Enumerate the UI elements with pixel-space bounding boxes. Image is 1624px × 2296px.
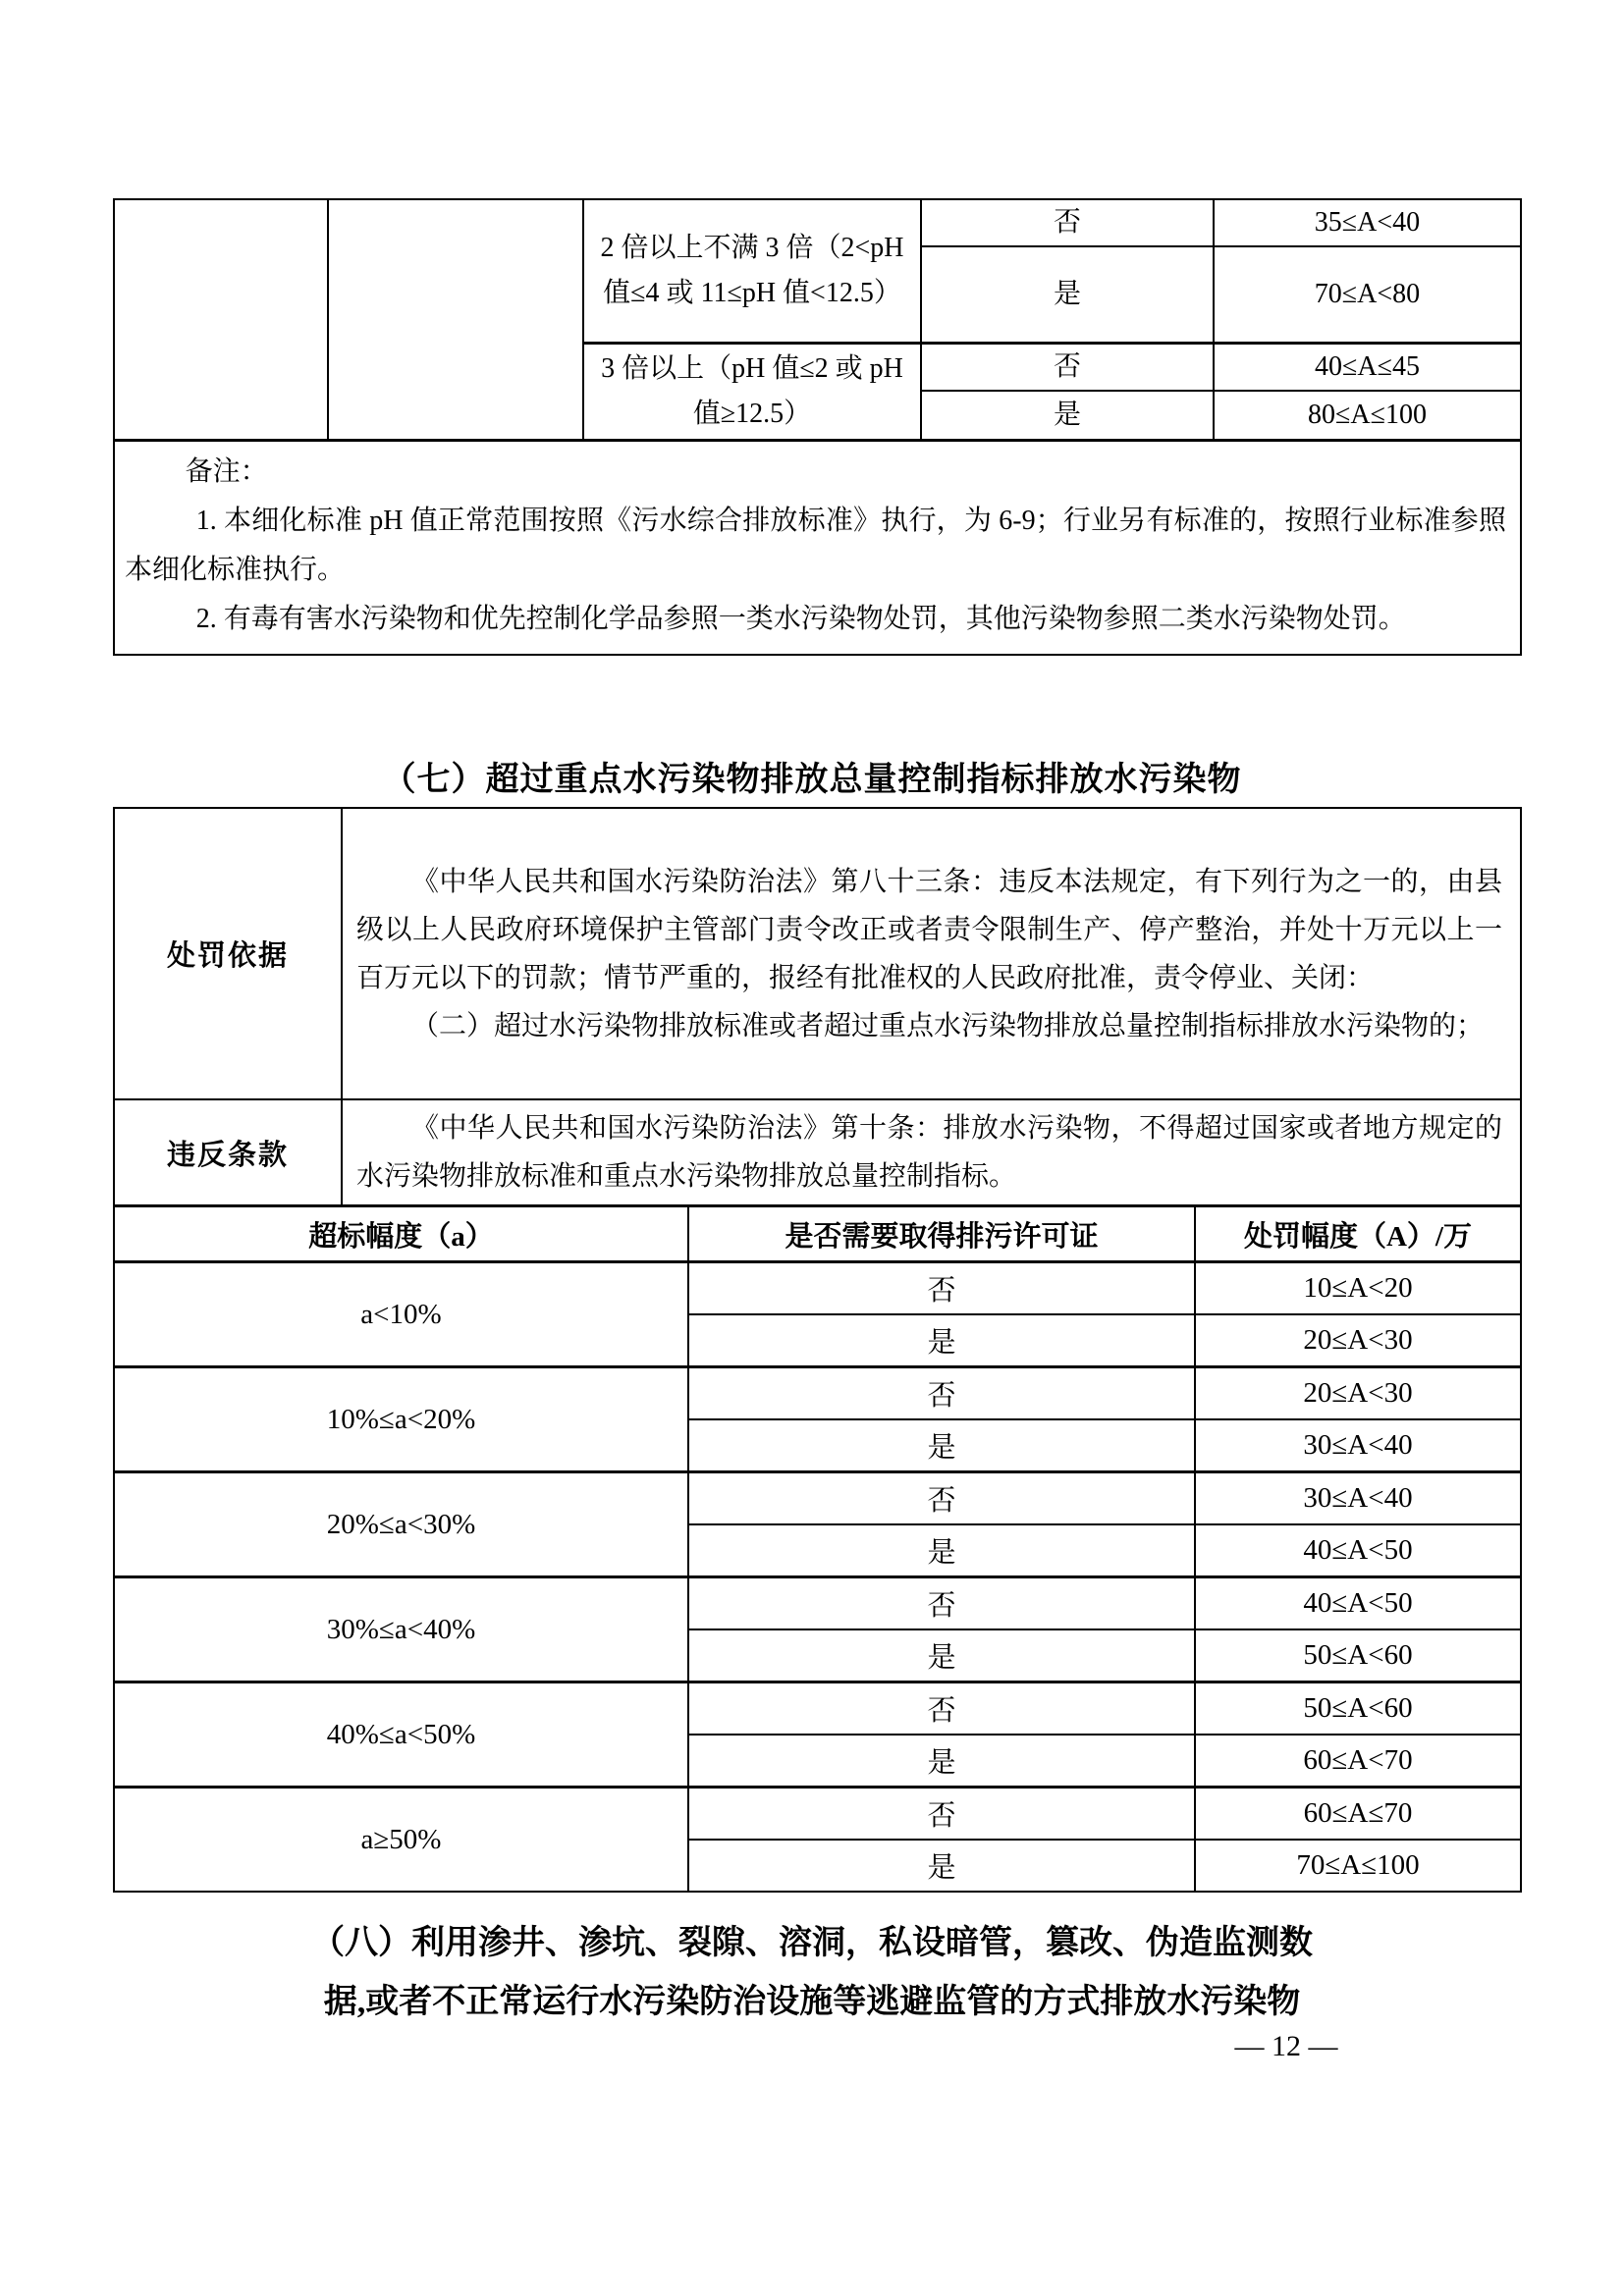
violation-label-cell: 违反条款 <box>114 1099 342 1205</box>
fine-range-cell: 35≤A<40 <box>1214 199 1521 246</box>
empty-cell <box>114 199 328 441</box>
page-number: — 12 — <box>1234 2030 1338 2062</box>
penalty-basis-table <box>113 807 1522 1206</box>
fine-range-cell: 40≤A≤45 <box>1214 343 1521 391</box>
empty-cell <box>328 199 583 441</box>
table-row <box>114 199 1521 246</box>
remarks-item: 2. 有毒有害水污染物和优先控制化学品参照一类水污染物处罚，其他污染物参照二类水污染物处罚。 <box>195 604 1406 634</box>
basis-paragraph: 《中华人民共和国水污染防治法》第八十三条：违反本法规定，有下列行为之一的，由县级以上人民政府环境保护主管部门责令改正或者责令限制生产、停产整治，并处十万元以上一百万元以下的罚款；情节严重的，报经有批准权的人民政府批准，责令停业、关闭： <box>356 866 1502 993</box>
violation-paragraph: 《中华人民共和国水污染防治法》第十条：排放水污染物，不得超过国家或者地方规定的水污染物排放标准和重点水污染物排放总量控制指标。 <box>356 1113 1502 1192</box>
range-cell: 10%≤a<20% <box>114 1367 688 1472</box>
range-cell: 20%≤a<30% <box>114 1472 688 1577</box>
permit-cell: 是 <box>921 246 1214 343</box>
fine-range-cell: 40≤A<50 <box>1195 1577 1521 1630</box>
fine-range-cell: 20≤A<30 <box>1195 1367 1521 1420</box>
fine-range-cell: 60≤A≤70 <box>1195 1788 1521 1841</box>
permit-cell: 是 <box>688 1735 1195 1788</box>
fine-range-cell: 10≤A<20 <box>1195 1262 1521 1315</box>
table-row <box>114 1472 1521 1525</box>
table-row <box>114 808 1521 1099</box>
fine-range-cell: 70≤A<80 <box>1214 246 1521 343</box>
permit-cell: 否 <box>688 1682 1195 1735</box>
fine-range-cell: 30≤A<40 <box>1195 1419 1521 1472</box>
permit-cell: 否 <box>688 1472 1195 1525</box>
exceedance-table-body <box>114 1262 1521 1893</box>
permit-cell: 否 <box>688 1262 1195 1315</box>
remarks-title: 备注： <box>185 456 268 487</box>
table-header-row <box>114 1206 1521 1262</box>
section8-heading-line: （八）利用渗井、渗坑、裂隙、溶洞，私设暗管，篡改、伪造监测数 <box>311 1925 1313 1961</box>
violation-text-cell <box>342 1099 1521 1205</box>
section7-tables <box>113 807 1520 1893</box>
column-header: 是否需要取得排污许可证 <box>688 1206 1195 1262</box>
multiple-range-cell: 2 倍以上不满 3 倍（2<pH 值≤4 或 11≤pH 值<12.5） <box>583 199 921 343</box>
permit-cell: 否 <box>921 343 1214 391</box>
permit-cell: 是 <box>688 1840 1195 1892</box>
section8-heading-line: 据,或者不正常运行水污染防治设施等逃避监管的方式排放水污染物 <box>323 1984 1301 2020</box>
table-row <box>114 1788 1521 1841</box>
permit-cell: 是 <box>921 391 1214 441</box>
table-row <box>114 1262 1521 1315</box>
fine-range-cell: 60≤A<70 <box>1195 1735 1521 1788</box>
fine-range-cell: 30≤A<40 <box>1195 1472 1521 1525</box>
basis-label-cell: 处罚依据 <box>114 808 342 1099</box>
fine-range-cell: 50≤A<60 <box>1195 1682 1521 1735</box>
table-row <box>114 441 1521 656</box>
fine-range-cell: 20≤A<30 <box>1195 1314 1521 1367</box>
range-cell: a<10% <box>114 1262 688 1367</box>
permit-cell: 否 <box>688 1577 1195 1630</box>
fine-range-cell: 80≤A≤100 <box>1214 391 1521 441</box>
fine-range-cell: 40≤A<50 <box>1195 1524 1521 1577</box>
ph-exceedance-table <box>113 198 1522 656</box>
multiple-range-cell: 3 倍以上（pH 值≤2 或 pH 值≥12.5） <box>583 343 921 441</box>
exceedance-penalty-table <box>113 1204 1522 1893</box>
section8-heading <box>203 1914 1421 2032</box>
section7-heading: （七）超过重点水污染物排放总量控制指标排放水污染物 <box>382 762 1242 798</box>
range-cell: a≥50% <box>114 1788 688 1893</box>
permit-cell: 是 <box>688 1524 1195 1577</box>
fine-range-cell: 50≤A<60 <box>1195 1629 1521 1682</box>
column-header: 处罚幅度（A）/万 <box>1195 1206 1521 1262</box>
permit-cell: 是 <box>688 1419 1195 1472</box>
table-row <box>114 1682 1521 1735</box>
permit-cell: 是 <box>688 1314 1195 1367</box>
table-row <box>114 1367 1521 1420</box>
column-header: 超标幅度（a） <box>114 1206 688 1262</box>
permit-cell: 否 <box>688 1788 1195 1841</box>
remarks-cell <box>114 441 1521 656</box>
table-row <box>114 1577 1521 1630</box>
table-row <box>114 1099 1521 1205</box>
range-cell: 40%≤a<50% <box>114 1682 688 1788</box>
fine-range-cell: 70≤A≤100 <box>1195 1840 1521 1892</box>
range-cell: 30%≤a<40% <box>114 1577 688 1682</box>
remarks-item: 1. 本细化标准 pH 值正常范围按照《污水综合排放标准》执行，为 6-9；行业另有标准的，按照行业标准参照本细化标准执行。 <box>125 506 1506 585</box>
permit-cell: 否 <box>688 1367 1195 1420</box>
basis-text-cell <box>342 808 1521 1099</box>
permit-cell: 否 <box>921 199 1214 246</box>
basis-paragraph: （二）超过水污染物排放标准或者超过重点水污染物排放总量控制指标排放水污染物的； <box>411 1010 1485 1041</box>
permit-cell: 是 <box>688 1629 1195 1682</box>
